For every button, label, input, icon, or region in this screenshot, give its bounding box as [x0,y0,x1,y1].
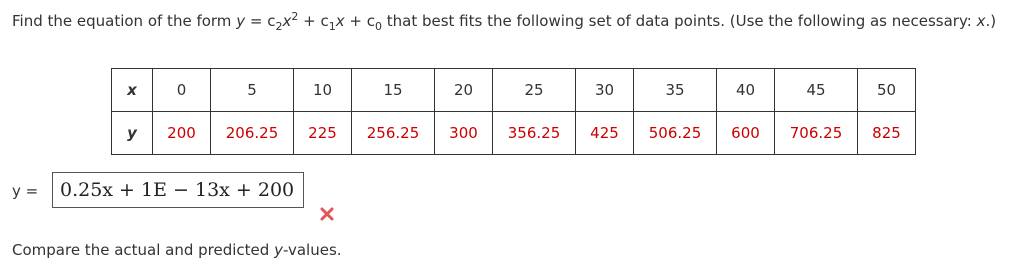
y-cell: 225 [294,112,352,155]
x-cell: 0 [153,69,211,112]
x-cell: 15 [352,69,435,112]
y-cell: 706.25 [775,112,858,155]
table-row-x [112,69,916,112]
plus-sign: + [344,12,367,30]
y-cell: 256.25 [352,112,435,155]
coef-c0-sub: 0 [374,20,382,33]
question-intro: Find the equation of the form [12,12,232,30]
y-cell: 600 [717,112,775,155]
y-header: y [112,112,153,155]
y-cell: 506.25 [634,112,717,155]
x-header: x [112,69,153,112]
y-cell: 206.25 [211,112,294,155]
table-row-y [112,112,916,155]
question-text [12,6,1012,38]
x-cell: 30 [576,69,634,112]
question-end: .) [985,12,997,30]
x-cell: 35 [634,69,717,112]
form-x-squared: x [282,12,292,30]
x-cell: 20 [435,69,493,112]
var-x: x [976,12,986,30]
y-cell: 356.25 [493,112,576,155]
data-table [111,68,916,155]
red-x-icon [319,206,335,222]
x-cell: 45 [775,69,858,112]
compare-text: Compare the actual and predicted [12,241,270,259]
compare-text-end: -values. [282,241,342,259]
form-equals: = [245,12,268,30]
coef-c2: c [267,12,276,30]
question-middle: that best fits the following set of data points. (Use the following as necessary: [386,12,972,30]
coef-c1-sub: 1 [328,20,336,33]
coef-c2-sub: 2 [275,20,283,33]
exponent-2: 2 [291,10,299,23]
compare-var: y [274,241,283,259]
y-cell: 825 [858,112,916,155]
x-cell: 50 [858,69,916,112]
coef-c0: c [366,12,375,30]
coef-c1: c [320,12,329,30]
answer-label: y = [12,182,39,200]
form-x: x [335,12,345,30]
x-cell: 40 [717,69,775,112]
form-y: y [236,12,246,30]
y-cell: 200 [153,112,211,155]
y-cell: 425 [576,112,634,155]
x-cell: 5 [211,69,294,112]
y-cell: 300 [435,112,493,155]
plus-sign: + [298,12,321,30]
x-cell: 25 [493,69,576,112]
answer-input[interactable]: 0.25x + 1E − 13x + 200 [52,172,304,208]
compare-instruction [12,241,342,259]
x-cell: 10 [294,69,352,112]
